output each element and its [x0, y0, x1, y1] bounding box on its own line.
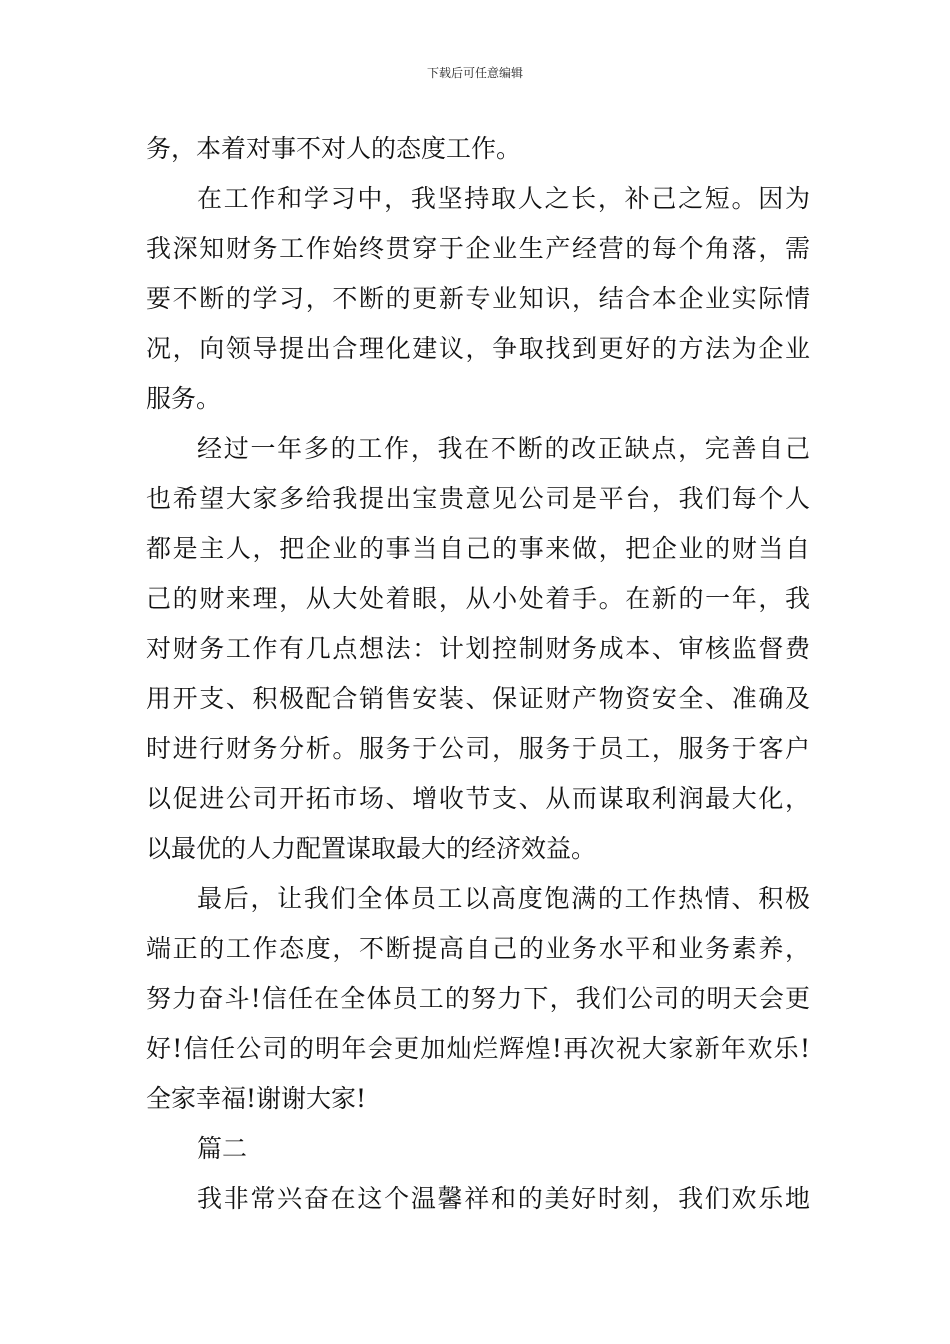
text-line: 己的财来理，从大处着眼，从小处着手。在新的一年，我: [146, 584, 810, 613]
text-line: 我非常兴奋在这个温馨祥和的美好时刻，我们欢乐地: [197, 1184, 810, 1213]
text-line: 努力奋斗!信任在全体员工的努力下，我们公司的明天会更: [146, 984, 810, 1013]
text-line: 都是主人，把企业的事当自己的事来做，把企业的财当自: [146, 534, 810, 563]
text-line: 用开支、积极配合销售安装、保证财产物资安全、准确及: [146, 684, 810, 713]
page-header-note: 下载后可任意编辑: [426, 66, 523, 80]
text-line: 以最优的人力配置谋取最大的经济效益。: [146, 834, 597, 863]
text-line: 全家幸福!谢谢大家!: [146, 1084, 367, 1113]
text-line: 经过一年多的工作，我在不断的改正缺点，完善自己: [197, 434, 810, 463]
text-line: 好!信任公司的明年会更加灿烂辉煌!再次祝大家新年欢乐!: [146, 1034, 810, 1063]
section-heading: 篇二: [197, 1134, 248, 1163]
text-line: 在工作和学习中，我坚持取人之长，补己之短。因为: [197, 184, 810, 213]
document-body: [146, 124, 810, 1224]
text-line: 对财务工作有几点想法：计划控制财务成本、审核监督费: [146, 634, 810, 663]
text-line: 也希望大家多给我提出宝贵意见公司是平台，我们每个人: [146, 484, 810, 513]
text-line: 服务。: [146, 384, 222, 413]
text-line: 要不断的学习，不断的更新专业知识，结合本企业实际情: [146, 284, 810, 313]
text-line: 我深知财务工作始终贯穿于企业生产经营的每个角落，需: [146, 234, 810, 263]
text-line: 时进行财务分析。服务于公司，服务于员工，服务于客户: [146, 734, 810, 763]
text-line: 以促进公司开拓市场、增收节支、从而谋取利润最大化，: [146, 784, 810, 813]
text-line: 况，向领导提出合理化建议，争取找到更好的方法为企业: [146, 334, 810, 363]
text-line: 务，本着对事不对人的态度工作。: [146, 134, 522, 163]
text-line: 端正的工作态度，不断提高自己的业务水平和业务素养，: [146, 934, 810, 963]
text-line: 最后，让我们全体员工以高度饱满的工作热情、积极: [197, 884, 810, 913]
